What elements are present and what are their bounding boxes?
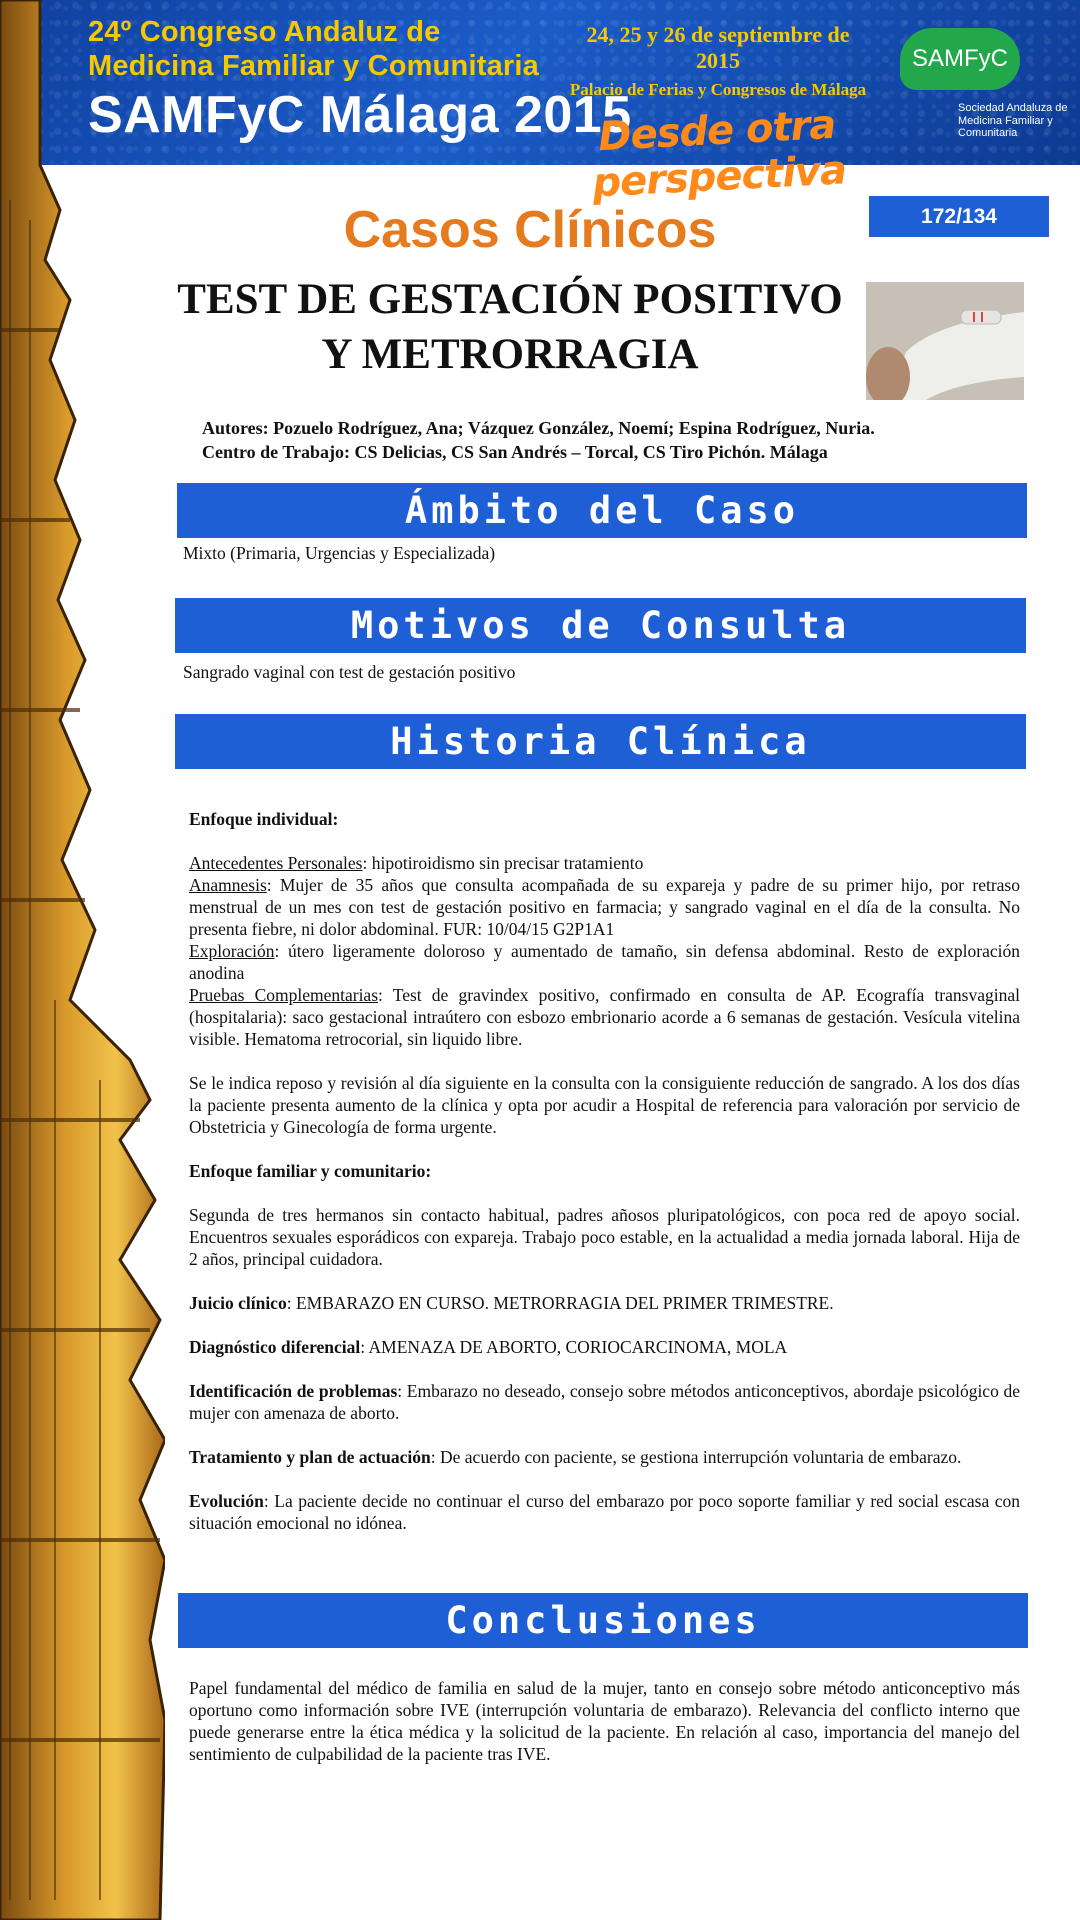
- case-id-badge: 172/134: [869, 196, 1049, 237]
- workplace-line: [202, 440, 1002, 464]
- historia-clinica-body: [189, 808, 1020, 1556]
- diagnostico-text: : AMENAZA DE ABORTO, CORIOCARCINOMA, MOLA: [360, 1337, 788, 1357]
- authors-line: [202, 416, 1002, 440]
- case-title-line1: TEST DE GESTACIÓN POSITIVO: [177, 276, 843, 323]
- congress-title: [88, 16, 632, 144]
- cathedral-illustration: [0, 0, 165, 1920]
- evolucion-label: Evolución: [189, 1491, 264, 1511]
- samfyc-logo-subtitle: Sociedad Andaluza de Medicina Familiar y Comunitaria: [958, 102, 1068, 140]
- exploracion-text: : útero ligeramente doloroso y aumentado de tamaño, sin defensa abdominal. Resto de exploración anodina: [189, 941, 1020, 983]
- authors-names: Pozuelo Rodríguez, Ana; Vázquez González, Noemí; Espina Rodríguez, Nuria.: [273, 418, 875, 438]
- category-heading: Casos Clínicos: [343, 201, 717, 259]
- authors-label: Autores:: [202, 418, 269, 438]
- juicio-text: : EMBARAZO EN CURSO. METRORRAGIA DEL PRIMER TRIMESTRE.: [286, 1293, 834, 1313]
- antecedentes-label: Antecedentes Personales: [189, 853, 363, 873]
- identificacion-text: : Embarazo no deseado, consejo sobre métodos anticonceptivos, abordaje psicológico de mujer con amenaza de aborto.: [189, 1381, 1020, 1423]
- diagnostico-label: Diagnóstico diferencial: [189, 1337, 361, 1357]
- motivos-text: Sangrado vaginal con test de gestación positivo: [183, 662, 516, 682]
- identificacion-label: Identificación de problemas: [189, 1381, 398, 1401]
- juicio-label: Juicio clínico: [189, 1293, 287, 1313]
- enfoque-individual-heading: Enfoque individual:: [189, 809, 339, 829]
- workplace-names: CS Delicias, CS San Andrés – Torcal, CS Tiro Pichón. Málaga: [354, 442, 828, 462]
- section-header-ambito: Ámbito del Caso: [177, 483, 1027, 538]
- anamnesis-label: Anamnesis: [189, 875, 267, 895]
- section-header-conclusiones: Conclusiones: [178, 1593, 1028, 1648]
- workplace-label: Centro de Trabajo:: [202, 442, 350, 462]
- tratamiento-text: : De acuerdo con paciente, se gestiona interrupción voluntaria de embarazo.: [430, 1447, 962, 1467]
- seguimiento-text: Se le indica reposo y revisión al día siguiente en la consulta con la consiguiente reducción de sangrado. A los dos días la paciente presenta aumento de la clínica y opta por acudir a Hospital de referencia para valoración por servicio de Obstetricia y Ginecología de forma urgente.: [189, 1073, 1020, 1137]
- authors-block: [202, 416, 1002, 464]
- congress-venue: Palacio de Ferias y Congresos de Málaga: [569, 80, 867, 99]
- tratamiento-label: Tratamiento y plan de actuación: [189, 1447, 431, 1467]
- congress-title-line1: 24º Congreso Andaluz de: [88, 16, 441, 48]
- congress-dates: 24, 25 y 26 de septiembre de 2015: [586, 22, 850, 73]
- case-title: [150, 272, 870, 382]
- anamnesis-text: : Mujer de 35 años que consulta acompañada de su expareja y padre de su primer hijo, por retraso menstrual de un mes con test de gestación positivo en farmacia; y sangrado vaginal en el día de la consulta. No presenta fiebre, ni dolor abdominal. FUR: 10/04/15 G2P1A1: [189, 875, 1020, 939]
- enfoque-familiar-heading: Enfoque familiar y comunitario:: [189, 1161, 432, 1181]
- evolucion-text: : La paciente decide no continuar el curso del embarazo por poco soporte familiar y red social escasa con situación emocional no idónea.: [189, 1491, 1020, 1533]
- exploracion-label: Exploración: [189, 941, 275, 961]
- congress-title-line3: SAMFyC Málaga 2015: [88, 86, 632, 144]
- antecedentes-text: : hipotiroidismo sin precisar tratamiento: [362, 853, 644, 873]
- samfyc-logo: SAMFyC: [900, 28, 1020, 90]
- pregnancy-test-photo: [866, 282, 1024, 400]
- pruebas-text: : Test de gravindex positivo, confirmado en consulta de AP. Ecografía transvaginal (hospitalaria): saco gestacional intraútero con esbozo embrionario acorde a 6 semanas de gestación. Vesícula vitelina visible. Hematoma retrocorial, sin liquido libre.: [189, 985, 1020, 1049]
- case-title-line2: Y METRORRAGIA: [321, 331, 699, 378]
- congress-tagline: Desde otra perspectiva: [591, 101, 848, 207]
- pruebas-label: Pruebas Complementarias: [189, 985, 379, 1005]
- section-header-historia: Historia Clínica: [175, 714, 1026, 769]
- conclusiones-text: Papel fundamental del médico de familia en salud de la mujer, tanto en consejo sobre método anticonceptivo más oportuno como información sobre IVE (interrupción voluntaria de embarazo). Relevancia del conflicto interno que puede generarse entre la ética médica y la solicitud de la paciente. En relación al caso, importancia del manejo del sentimiento de culpabilidad de la paciente tras IVE.: [189, 1678, 1020, 1764]
- ambito-text: Mixto (Primaria, Urgencias y Especializada): [183, 543, 496, 563]
- congress-title-line2: Medicina Familiar y Comunitaria: [88, 50, 539, 82]
- congress-info: [568, 22, 868, 207]
- section-header-motivos: Motivos de Consulta: [175, 598, 1026, 653]
- familiar-text: Segunda de tres hermanos sin contacto habitual, padres añosos pluripatológicos, con poca red de apoyo social. Encuentros sexuales esporádicos con expareja. Trabajo poco estable, en la actualidad a media jornada laboral. Hija de 2 años, principal cuidadora.: [189, 1205, 1020, 1269]
